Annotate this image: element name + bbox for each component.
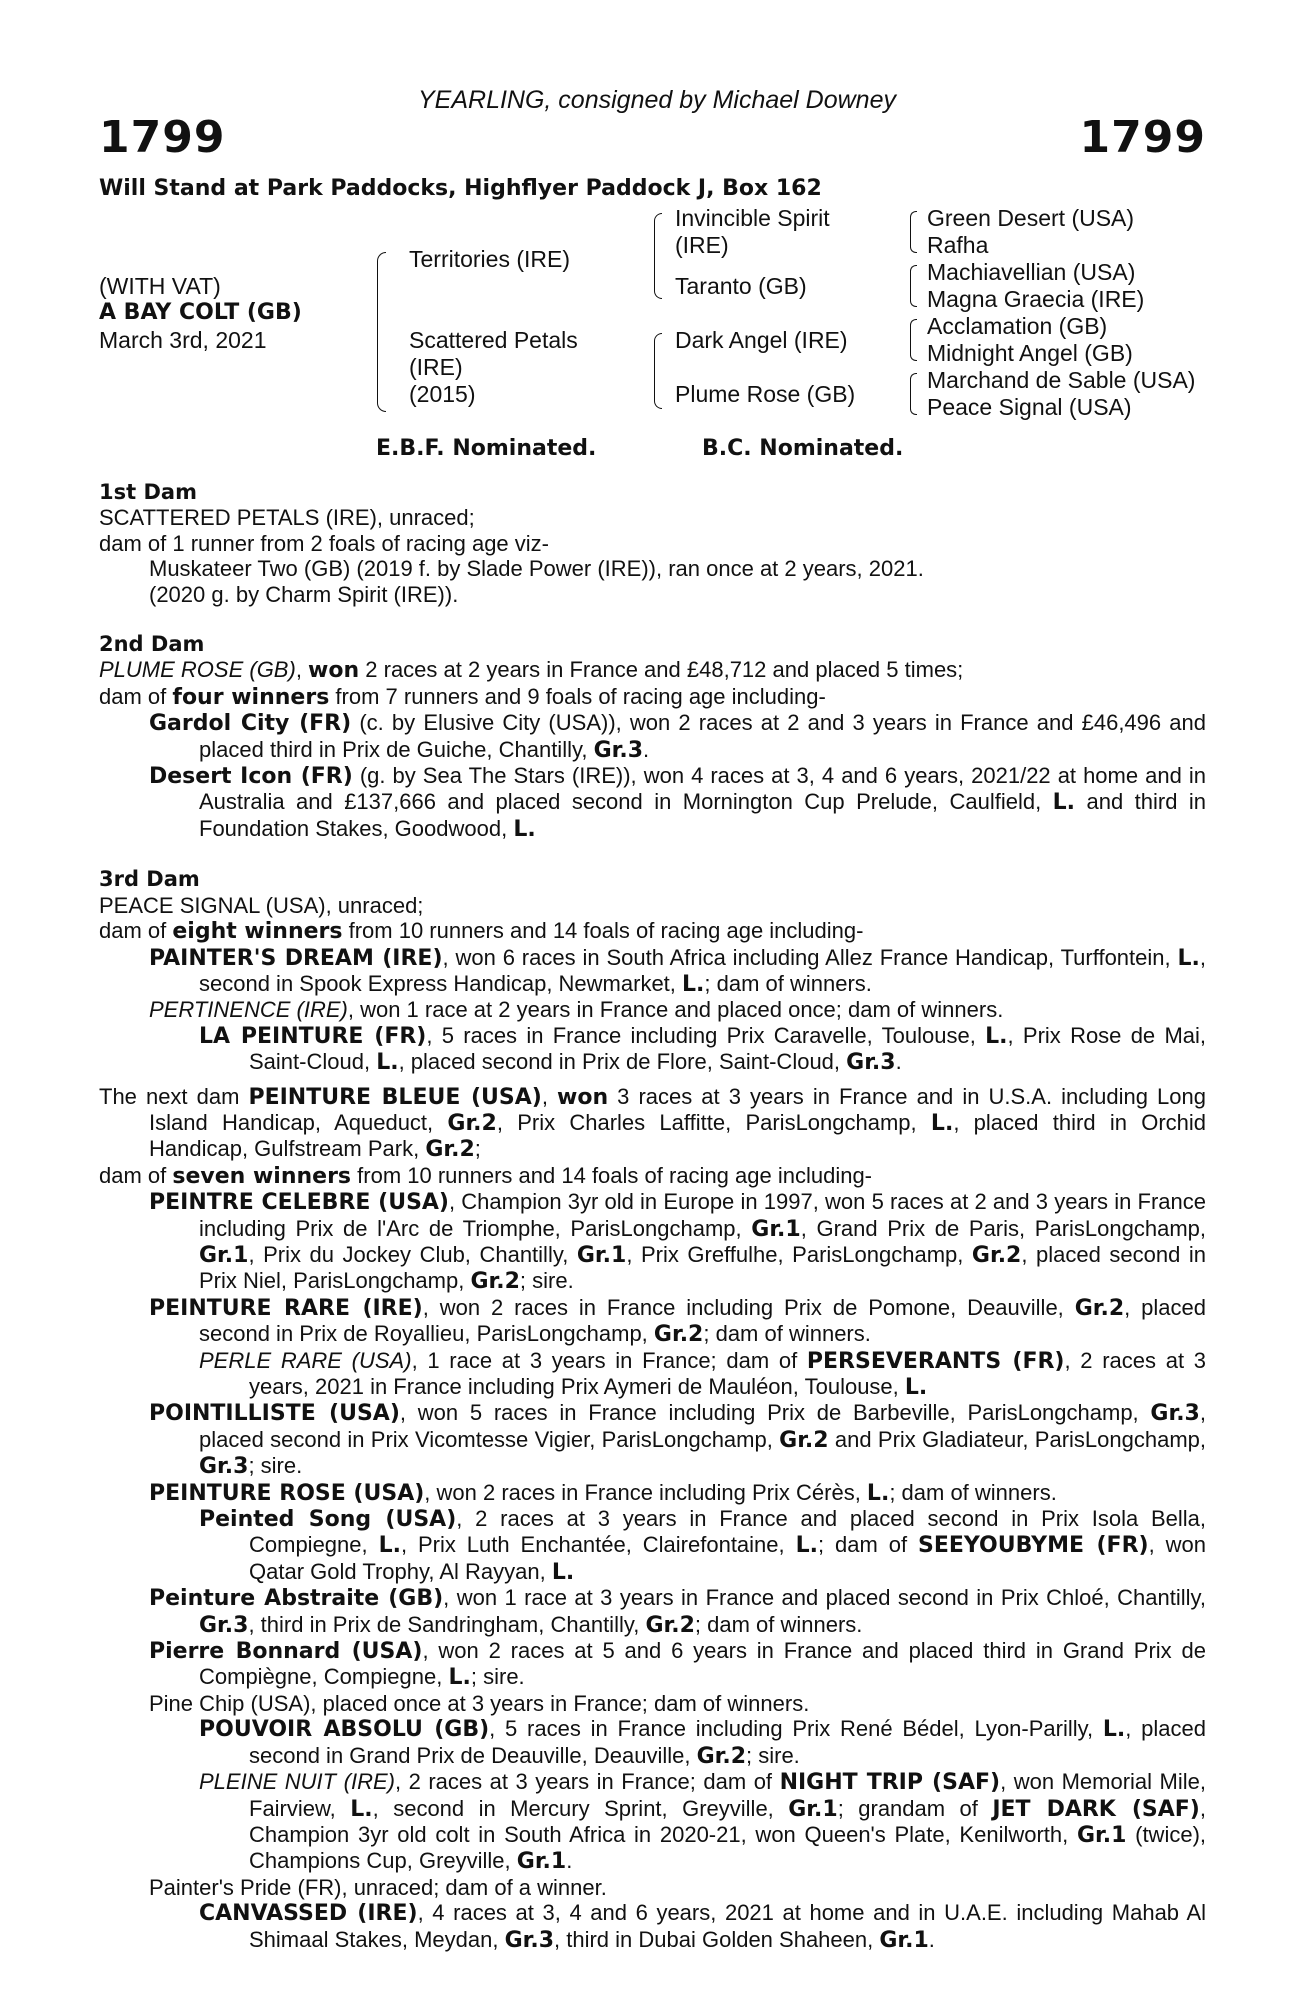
pedigree-bracket-dam [654, 333, 662, 409]
entry-peintre-celebre: PEINTRE CELEBRE (USA), Champion 3yr old in Europe in 1997, won 5 races at 2 and 3 years in France including Prix de l'Arc de Triomphe, ParisLongchamp, Gr.1, Grand Prix de Paris, ParisLongchamp, Gr.1, Prix du Jockey Club, Chantilly, Gr.1, Prix Greffulhe, ParisLongchamp, Gr.2, placed second in Prix Niel, ParisLongchamp, Gr.2; sire. [149, 1189, 1207, 1295]
gen3-dsd: Midnight Angel (GB) [927, 340, 1133, 366]
gen3-ddd: Peace Signal (USA) [927, 394, 1132, 420]
entry-gardol-city: Gardol City (FR) (c. by Elusive City (USA)), won 2 races at 2 and 3 years in France and £46,496 and placed third in Prix de Guiche, Chantilly, Gr.3. [149, 710, 1206, 763]
catalogue-body [99, 480, 1206, 1953]
sire: Territories (IRE) [409, 246, 571, 272]
entry-painters-pride: Painter's Pride (FR), unraced; dam of a winner. [149, 1874, 607, 1900]
gen3-dds: Marchand de Sable (USA) [927, 367, 1196, 393]
dam-line-2: (IRE) [409, 354, 463, 380]
entry-painters-dream: PAINTER'S DREAM (IRE), won 6 races in South Africa including Allez France Handicap, Turffontein, L., second in Spook Express Handicap, Newmarket, L.; dam of winners. [149, 944, 1207, 997]
first-dam-heading: 1st Dam [99, 480, 197, 504]
second-dam-produce-line: dam of four winners from 7 runners and 9 foals of racing age including- [99, 683, 826, 710]
third-dam-heading: 3rd Dam [99, 867, 200, 892]
lot-number-right: 1799 [1079, 112, 1206, 163]
first-dam-line: SCATTERED PETALS (IRE), unraced; [99, 505, 475, 531]
gen3-ssd: Rafha [927, 232, 989, 258]
third-dam-produce-line: dam of eight winners from 10 runners and 14 foals of racing age including- [99, 918, 864, 945]
entry-pointilliste: POINTILLISTE (USA), won 5 races in France including Prix de Barbeville, ParisLongchamp, Gr.3, placed second in Prix Vicomtesse Vigier, ParisLongchamp, Gr.2 and Prix Gladiateur, ParisLongchamp, Gr.3; sire. [149, 1400, 1206, 1480]
lot-number-left: 1799 [99, 112, 226, 163]
pedigree-bracket-ds [910, 319, 917, 361]
dam-dam: Plume Rose (GB) [675, 381, 856, 407]
dam-line-1: Scattered Petals [409, 327, 578, 353]
sire-dam: Taranto (GB) [675, 273, 807, 299]
pedigree-bracket-ss [910, 211, 917, 253]
consignor-line: YEARLING, consigned by Michael Downey [417, 86, 896, 114]
sire-sire-line-1: Invincible Spirit [675, 205, 830, 231]
dam-line-3: (2015) [409, 381, 476, 407]
pedigree-bracket-sire [654, 213, 662, 299]
entry-peinted-song: Peinted Song (USA), 2 races at 3 years in France and placed second in Prix Isola Bella, Compiegne, L., Prix Luth Enchantée, Clairefontaine, L.; dam of SEEYOUBYME (FR), won Qatar Gold Trophy, Al Rayyan, L. [199, 1506, 1206, 1585]
first-dam-produce-line: dam of 1 runner from 2 foals of racing age viz- [99, 530, 549, 556]
first-dam-foal-1: Muskateer Two (GB) (2019 f. by Slade Power (IRE)), ran once at 2 years, 2021. [149, 556, 924, 582]
entry-desert-icon: Desert Icon (FR) (g. by Sea The Stars (IRE)), won 4 races at 3, 4 and 6 years, 2021/22 at home and in Australia and £137,666 and placed second in Mornington Cup Prelude, Caulfield, L. and third in Foundation Stakes, Goodwood, L. [149, 763, 1206, 842]
horse-name: A BAY COLT (GB) [99, 300, 302, 325]
pedigree-bracket-main [377, 252, 386, 412]
second-dam-heading: 2nd Dam [99, 632, 205, 657]
foaling-date: March 3rd, 2021 [99, 327, 267, 353]
next-dam-produce-line: dam of seven winners from 10 runners and 14 foals of racing age including- [99, 1162, 873, 1189]
first-dam-foal-2: (2020 g. by Charm Spirit (IRE)). [149, 581, 459, 607]
gen3-sds: Machiavellian (USA) [927, 259, 1136, 285]
gen3-sdd: Magna Graecia (IRE) [927, 286, 1145, 312]
entry-pleine-nuit: PLEINE NUIT (IRE), 2 races at 3 years in France; dam of NIGHT TRIP (SAF), won Memorial Mile, Fairview, L., second in Mercury Sprint, Greyville, Gr.1; grandam of JET DARK (SAF), Champion 3yr old colt in South Africa in 2020-21, won Queen's Plate, Kenilworth, Gr.1 (twice), Champions Cup, Greyville, Gr.1. [199, 1769, 1207, 1875]
ebf-nominated: E.B.F. Nominated. [376, 436, 597, 461]
entry-pierre-bonnard: Pierre Bonnard (USA), won 2 races at 5 and 6 years in France and placed third in Grand Prix de Compiègne, Compiegne, L.; sire. [149, 1638, 1206, 1691]
entry-pertinence: PERTINENCE (IRE), won 1 race at 2 years in France and placed once; dam of winners. [149, 997, 1004, 1023]
entry-peinture-rare: PEINTURE RARE (IRE), won 2 races in France including Prix de Pomone, Deauville, Gr.2, placed second in Prix de Royallieu, ParisLongchamp, Gr.2; dam of winners. [149, 1294, 1206, 1348]
vat-note: (WITH VAT) [99, 273, 221, 299]
entry-peinture-abstraite: Peinture Abstraite (GB), won 1 race at 3 years in France and placed second in Prix Chloé, Chantilly, Gr.3, third in Prix de Sandringham, Chantilly, Gr.2; dam of winners. [149, 1585, 1207, 1638]
entry-peinture-rose: PEINTURE ROSE (USA), won 2 races in France including Prix Cérès, L.; dam of winners. [149, 1479, 1057, 1506]
pedigree-bracket-sd [910, 265, 917, 307]
next-dam-paragraph: The next dam PEINTURE BLEUE (USA), won 3 races at 3 years in France and in U.S.A. including Long Island Handicap, Aqueduct, Gr.2, Prix Charles Laffitte, ParisLongchamp, L., placed third in Orchid Handicap, Gulfstream Park, Gr.2; [99, 1083, 1207, 1163]
pedigree-bracket-dd [910, 373, 917, 415]
bc-nominated: B.C. Nominated. [702, 436, 904, 461]
gen3-sss: Green Desert (USA) [927, 205, 1135, 231]
dam-sire: Dark Angel (IRE) [675, 327, 848, 353]
stand-location: Will Stand at Park Paddocks, Highflyer Paddock J, Box 162 [99, 176, 822, 201]
entry-la-peinture: LA PEINTURE (FR), 5 races in France including Prix Caravelle, Toulouse, L., Prix Rose de Mai, Saint-Cloud, L., placed second in Prix de Flore, Saint-Cloud, Gr.3. [199, 1022, 1207, 1076]
entry-perle-rare: PERLE RARE (USA), 1 race at 3 years in France; dam of PERSEVERANTS (FR), 2 races at 3 years, 2021 in France including Prix Aymeri de Mauléon, Toulouse, L. [199, 1347, 1206, 1400]
second-dam-line: PLUME ROSE (GB), won 2 races at 2 years in France and £48,712 and placed 5 times; [99, 657, 964, 684]
entry-pine-chip: Pine Chip (USA), placed once at 3 years in France; dam of winners. [149, 1690, 810, 1716]
third-dam-line: PEACE SIGNAL (USA), unraced; [99, 892, 424, 918]
entry-pouvoir-absolu: POUVOIR ABSOLU (GB), 5 races in France including Prix René Bédel, Lyon-Parilly, L., placed second in Grand Prix de Deauville, Deauville, Gr.2; sire. [199, 1716, 1206, 1769]
gen3-dss: Acclamation (GB) [927, 313, 1108, 339]
sire-sire-line-2: (IRE) [675, 232, 729, 258]
entry-canvassed: CANVASSED (IRE), 4 races at 3, 4 and 6 years, 2021 at home and in U.A.E. including Mahab Al Shimaal Stakes, Meydan, Gr.3, third in Dubai Golden Shaheen, Gr.1. [199, 1900, 1207, 1953]
